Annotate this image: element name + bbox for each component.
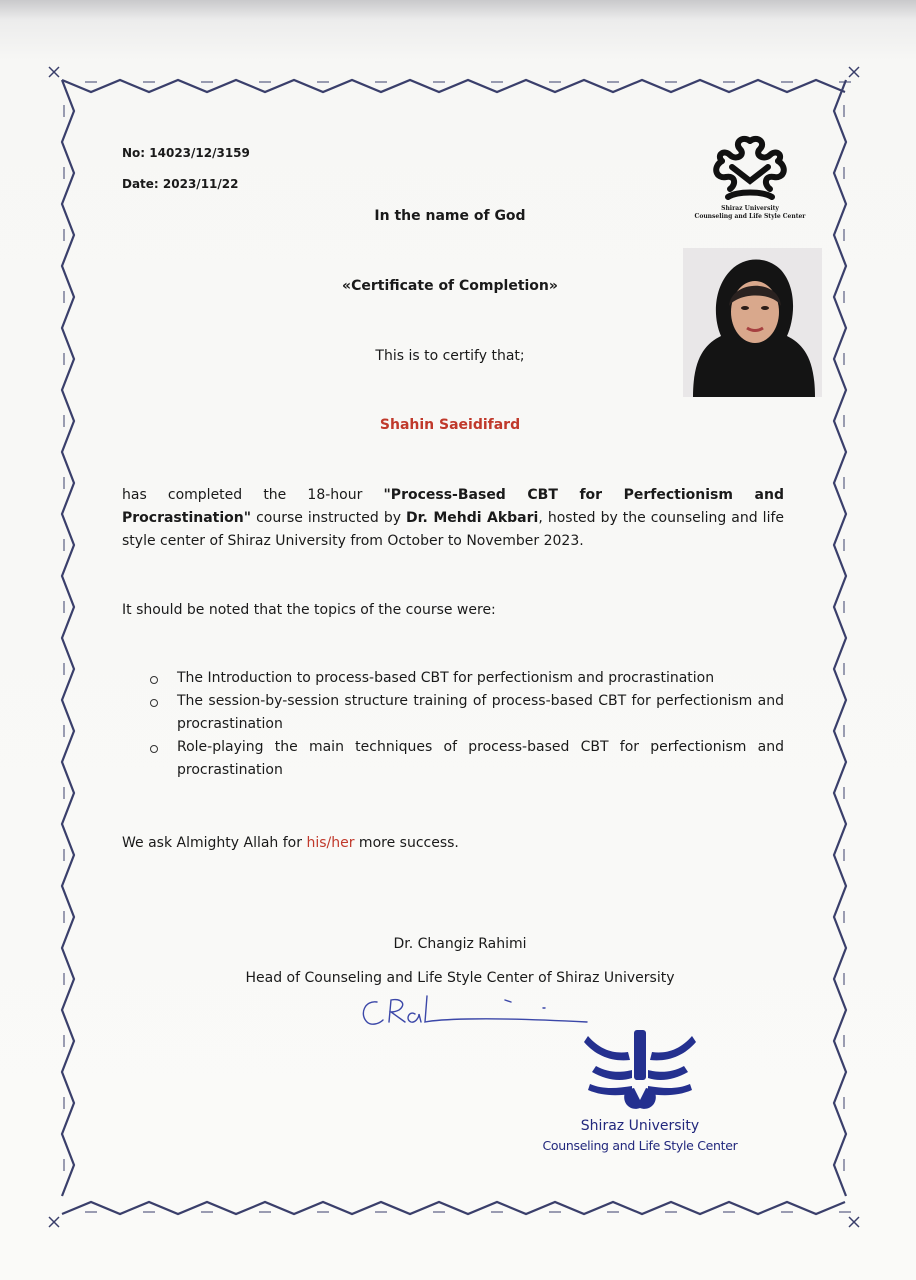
certificate-date: Date: 2023/11/22 bbox=[122, 177, 239, 191]
bullet-icon bbox=[150, 699, 158, 707]
logo-bottom-center: Counseling and Life Style Center bbox=[542, 1138, 738, 1153]
topics-list bbox=[150, 667, 784, 782]
list-item bbox=[150, 736, 784, 782]
certify-line: This is to certify that; bbox=[375, 348, 525, 364]
signatory-title: Head of Counseling and Life Style Center of Shiraz University bbox=[245, 970, 675, 986]
course-name: "Process-Based CBT for Perfectionism and Procrastination" bbox=[122, 487, 784, 526]
center-logo-bottom bbox=[540, 1030, 740, 1160]
para1-mid: course instructed by bbox=[251, 510, 407, 526]
certificate-number: No: 14023/12/3159 bbox=[122, 146, 250, 160]
para3-post: more success. bbox=[354, 835, 459, 851]
topics-intro: It should be noted that the topics of the course were: bbox=[122, 602, 496, 618]
heading-in-name-of-god: In the name of God bbox=[374, 208, 526, 224]
certificate-title: «Certificate of Completion» bbox=[342, 278, 558, 294]
completion-paragraph bbox=[122, 484, 784, 553]
signatory-name: Dr. Changiz Rahimi bbox=[393, 936, 527, 952]
topic-text: Role-playing the main techniques of process-based CBT for perfectionism and procrastination bbox=[177, 739, 784, 778]
para1-pre: has completed the 18-hour bbox=[122, 487, 384, 503]
list-item bbox=[150, 690, 784, 736]
list-item bbox=[150, 667, 784, 690]
topic-text: The Introduction to process-based CBT for perfectionism and procrastination bbox=[177, 670, 715, 686]
university-emblem-icon bbox=[570, 1030, 710, 1112]
pronoun: his/her bbox=[306, 835, 355, 851]
recipient-photo bbox=[683, 248, 822, 397]
closing-line bbox=[122, 832, 784, 855]
bullet-icon bbox=[150, 676, 158, 684]
knot-emblem-icon bbox=[702, 133, 798, 205]
recipient-name: Shahin Saeidifard bbox=[379, 417, 521, 433]
center-logo-top bbox=[680, 133, 820, 243]
logo-top-center: Counseling and Life Style Center bbox=[694, 213, 806, 220]
bullet-icon bbox=[150, 745, 158, 753]
para1-post: , hosted by the counseling and life style center of Shiraz University from October to November 2023. bbox=[122, 510, 784, 549]
para3-pre: We ask Almighty Allah for bbox=[122, 835, 307, 851]
logo-top-university: Shiraz University bbox=[721, 205, 779, 212]
logo-bottom-university: Shiraz University bbox=[580, 1118, 700, 1134]
instructor-name: Dr. Mehdi Akbari bbox=[406, 510, 539, 526]
topic-text: The session-by-session structure training of process-based CBT for perfectionism and procrastination bbox=[177, 693, 784, 732]
